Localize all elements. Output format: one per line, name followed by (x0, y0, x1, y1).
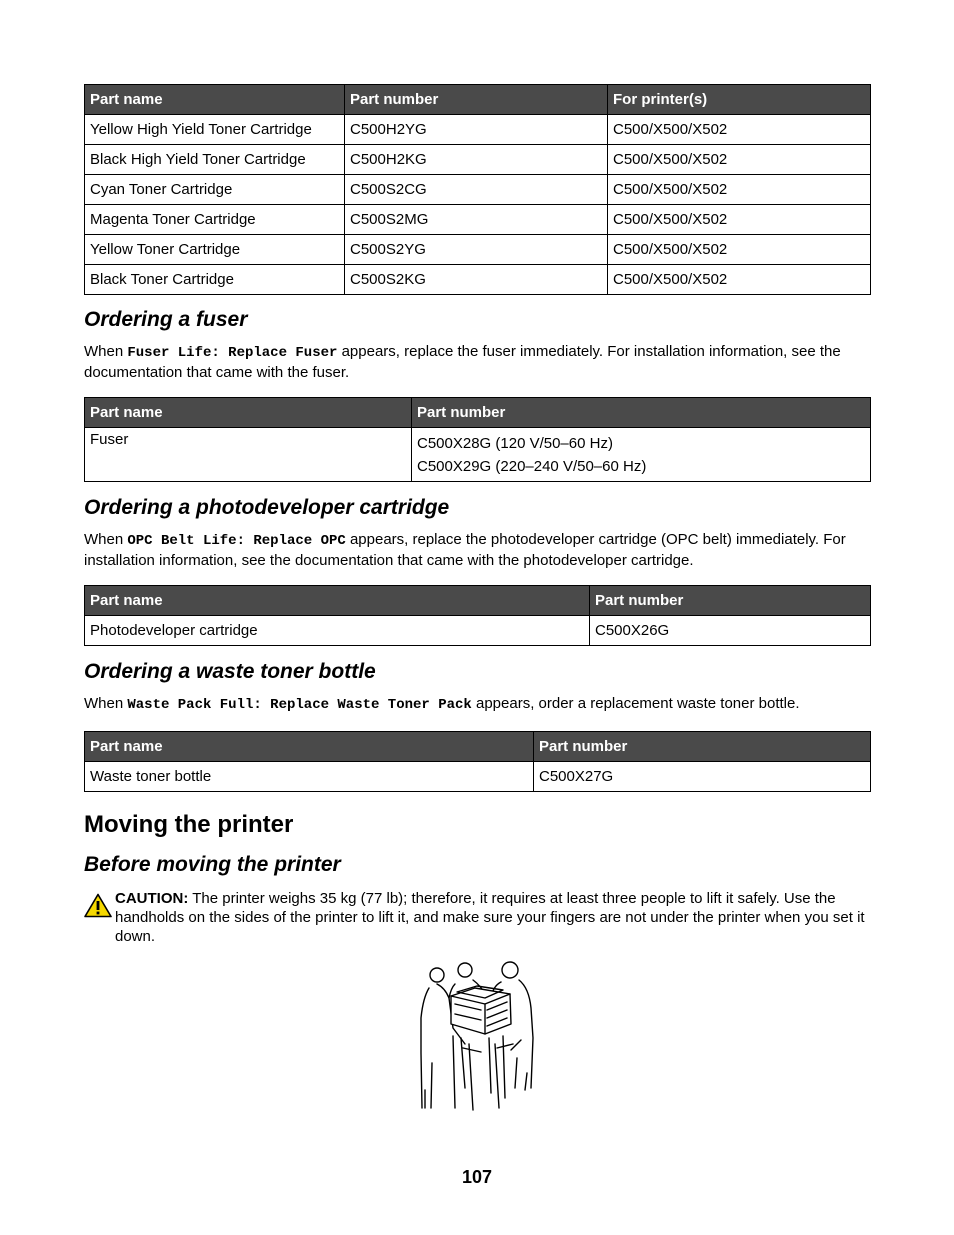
printer-cell: C500/X500/X502 (608, 235, 871, 265)
column-header: Part number (345, 85, 608, 115)
part-name-cell: Photodeveloper cartridge (85, 616, 590, 646)
part-number-cell: C500S2KG (345, 265, 608, 295)
fuser-heading: Ordering a fuser (84, 308, 248, 331)
waste-parts-table (84, 731, 871, 792)
part-name-cell: Magenta Toner Cartridge (85, 205, 345, 235)
waste-message: Waste Pack Full: Replace Waste Toner Pack (127, 697, 472, 713)
table-header-row (85, 85, 871, 115)
table-row (85, 762, 871, 792)
table-header-row (85, 586, 871, 616)
table-row (85, 265, 871, 295)
column-header: Part name (85, 398, 412, 428)
table-row (85, 428, 871, 482)
printer-cell: C500/X500/X502 (608, 265, 871, 295)
table-row (85, 616, 871, 646)
part-name-cell: Waste toner bottle (85, 762, 534, 792)
part-name-cell: Black High Yield Toner Cartridge (85, 145, 345, 175)
column-header: Part name (85, 732, 534, 762)
photodeveloper-paragraph (84, 530, 870, 571)
part-number-cell: C500H2KG (345, 145, 608, 175)
table-row (85, 205, 871, 235)
waste-text-before: When (84, 695, 128, 712)
fuser-message: Fuser Life: Replace Fuser (127, 345, 338, 361)
part-number-cell: C500S2CG (345, 175, 608, 205)
printer-cell: C500/X500/X502 (608, 205, 871, 235)
page-number: 107 (461, 1167, 493, 1187)
part-number-line: C500X28G (120 V/50–60 Hz) (417, 434, 613, 452)
part-number-line: C500X29G (220–240 V/50–60 Hz) (417, 457, 647, 475)
fuser-paragraph (84, 342, 870, 383)
column-header: Part number (412, 398, 871, 428)
part-name-cell: Fuser (85, 428, 412, 482)
part-name-cell: Yellow High Yield Toner Cartridge (85, 115, 345, 145)
photodeveloper-text-before: When (84, 531, 128, 548)
table-row (85, 235, 871, 265)
caution-label: CAUTION: (115, 890, 189, 907)
fuser-text-after: appears, replace the fuser immediately. For installation information, see the documentation that came with the fuser. (84, 343, 841, 381)
waste-heading: Ordering a waste toner bottle (84, 660, 376, 683)
table-header-row (85, 732, 871, 762)
part-number-cell: C500S2YG (345, 235, 608, 265)
table-row (85, 145, 871, 175)
printer-cell: C500/X500/X502 (608, 175, 871, 205)
column-header: Part name (85, 586, 590, 616)
three-people-lifting-printer-illustration (415, 958, 540, 1114)
waste-text-after: appears, order a replacement waste toner bottle. (471, 695, 800, 712)
part-number-cell: C500X27G (534, 762, 871, 792)
column-header: Part name (85, 85, 345, 115)
moving-title: Moving the printer (84, 811, 294, 838)
part-name-cell: Black Toner Cartridge (85, 265, 345, 295)
photodeveloper-text-after: appears, replace the photodeveloper cartridge (OPC belt) immediately. For installation information, see the documentation that came with the photodeveloper cartridge. (84, 531, 846, 569)
printer-cell: C500/X500/X502 (608, 115, 871, 145)
before-moving-heading: Before moving the printer (84, 853, 341, 876)
photodeveloper-heading: Ordering a photodeveloper cartridge (84, 496, 450, 519)
table-row (85, 175, 871, 205)
part-name-cell: Cyan Toner Cartridge (85, 175, 345, 205)
waste-paragraph (84, 694, 870, 715)
caution-text: The printer weighs 35 kg (77 lb); therefore, it requires at least three people to lift it safely. Use the handholds on the sides of the printer to lift it, and make sure your fingers are not under the printer when you set it down. (115, 890, 865, 945)
part-number-cell: C500H2YG (345, 115, 608, 145)
column-header: Part number (590, 586, 871, 616)
column-header: For printer(s) (608, 85, 871, 115)
part-number-cell (412, 428, 871, 482)
caution-triangle-icon (84, 893, 112, 918)
column-header: Part number (534, 732, 871, 762)
photodeveloper-parts-table (84, 585, 871, 646)
part-number-cell: C500X26G (590, 616, 871, 646)
printer-cell: C500/X500/X502 (608, 145, 871, 175)
photodeveloper-message: OPC Belt Life: Replace OPC (127, 533, 346, 549)
fuser-text-before: When (84, 343, 128, 360)
toner-parts-table (84, 84, 871, 295)
table-header-row (85, 398, 871, 428)
caution-paragraph (115, 889, 875, 946)
fuser-parts-table (84, 397, 871, 482)
part-name-cell: Yellow Toner Cartridge (85, 235, 345, 265)
part-number-cell: C500S2MG (345, 205, 608, 235)
table-row (85, 115, 871, 145)
